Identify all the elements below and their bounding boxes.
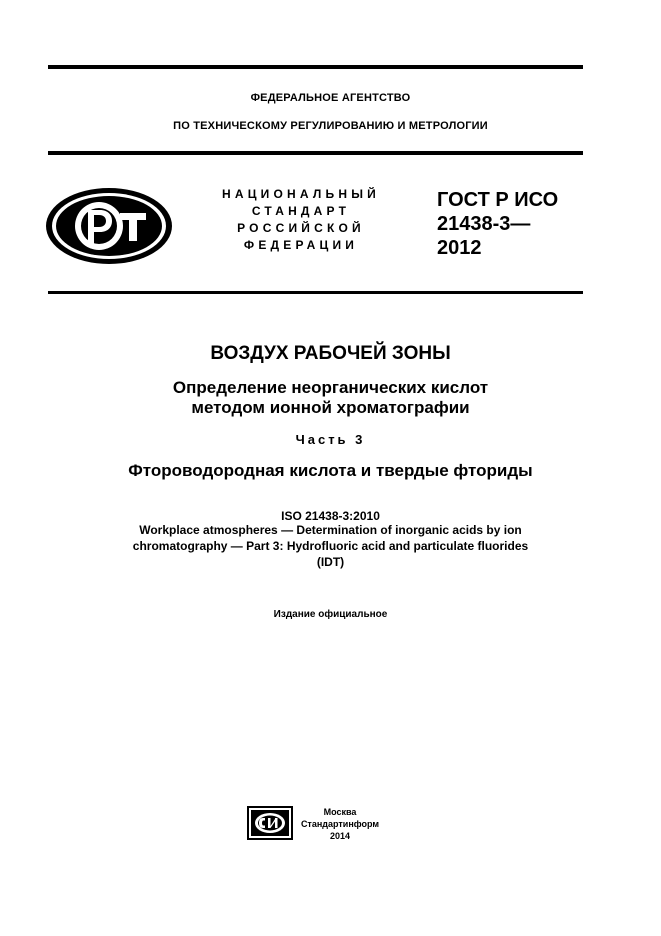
iso-title-line-2: chromatography — Part 3: Hydrofluoric acid and particulate fluorides xyxy=(132,539,529,553)
agency-line-1: ФЕДЕРАЛЬНОЕ АГЕНТСТВО xyxy=(250,92,411,104)
top-rule xyxy=(48,65,583,69)
document-title: ВОЗДУХ РАБОЧЕЙ ЗОНЫ xyxy=(210,343,451,364)
publisher-year: 2014 xyxy=(329,831,351,841)
standard-type-line-3: РОССИЙСКОЙ xyxy=(237,221,365,235)
standartinform-logo-icon xyxy=(247,806,293,840)
standard-designation xyxy=(437,188,587,260)
gost-r-logo-icon xyxy=(44,186,174,266)
mid-rule xyxy=(48,291,583,294)
part-label: Часть 3 xyxy=(295,432,366,447)
part-title: Фтороводородная кислота и твердые фториды xyxy=(128,461,533,480)
standard-type-line-1: НАЦИОНАЛЬНЫЙ xyxy=(221,187,381,201)
iso-title-line-1: Workplace atmospheres — Determination of inorganic acids by ion xyxy=(139,523,522,537)
iso-title-line-3: (IDT) xyxy=(316,555,345,569)
publisher-city: Москва xyxy=(323,807,357,817)
designation-line-2: 21438-3— xyxy=(437,213,531,235)
header-rule xyxy=(48,151,583,155)
publisher-logo xyxy=(247,806,293,840)
standard-type xyxy=(206,186,396,254)
document-subtitle-line-1: Определение неорганических кислот xyxy=(172,378,489,397)
edition-label: Издание официальное xyxy=(273,609,388,620)
iso-number: ISO 21438-3:2010 xyxy=(281,509,380,523)
agency-line-2: ПО ТЕХНИЧЕСКОМУ РЕГУЛИРОВАНИЮ И МЕТРОЛОГИИ xyxy=(173,120,488,132)
document-subtitle-line-2: методом ионной хроматографии xyxy=(191,398,470,417)
standard-type-line-2: СТАНДАРТ xyxy=(251,204,351,218)
publisher-block xyxy=(296,806,384,842)
designation-line-3: 2012 xyxy=(437,237,482,259)
standard-type-line-4: ФЕДЕРАЦИИ xyxy=(243,238,359,252)
publisher-name: Стандартинформ xyxy=(300,819,380,829)
gost-r-logo xyxy=(44,186,174,266)
designation-line-1: ГОСТ Р ИСО xyxy=(437,189,559,211)
